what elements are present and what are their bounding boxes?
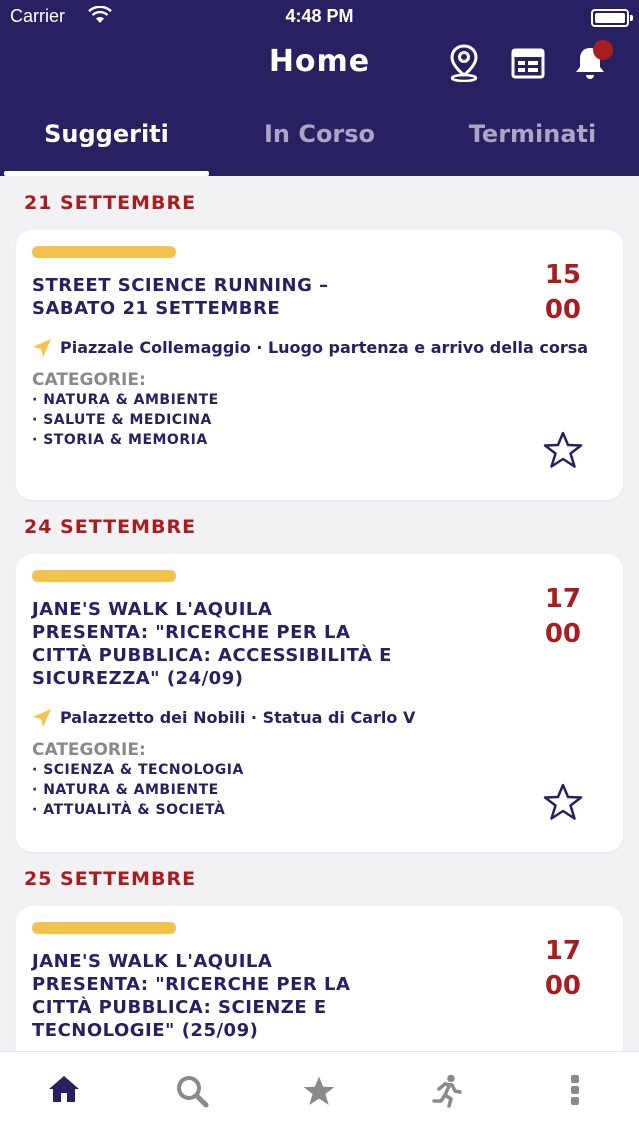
nav-running[interactable] [383,1052,511,1136]
event-title: STREET SCIENCE RUNNING – SABATO 21 SETTEMBRE [32,275,329,319]
calendar-button[interactable] [507,42,549,84]
star-icon [302,1074,336,1108]
event-time [545,582,581,652]
category-item: · NATURA & AMBIENTE [32,782,219,798]
event-time [545,258,581,328]
nav-home[interactable] [0,1052,128,1136]
highlight-bar [32,570,176,582]
battery-icon [591,9,629,27]
favorite-star-icon[interactable] [543,430,583,470]
categories-label: CATEGORIE: [32,370,146,390]
event-location [32,708,607,728]
event-minute: 00 [544,619,581,649]
nav-more[interactable] [511,1052,639,1136]
event-list [0,176,639,1052]
category-item: · NATURA & AMBIENTE [32,392,219,408]
date-header: 25 SETTEMBRE [24,868,197,890]
notification-badge [593,40,613,60]
event-hour: 15 [544,260,581,290]
event-card[interactable] [16,554,623,852]
carrier-label: Carrier [10,6,66,26]
tab-terminati[interactable]: Terminati [468,120,597,148]
calendar-icon [511,47,545,79]
more-icon [569,1074,581,1106]
status-time: 4:48 PM [285,6,354,26]
highlight-bar [32,922,176,934]
top-bar [0,0,639,176]
event-card[interactable] [16,906,623,1052]
categories-label: CATEGORIE: [32,740,146,760]
event-location [32,338,607,358]
map-pin-button[interactable] [443,42,485,84]
date-header: 24 SETTEMBRE [24,516,197,538]
category-item: · ATTUALITÀ & SOCIETÀ [32,802,226,818]
page-title: Home [268,44,371,79]
event-location-text: Palazzetto dei Nobili · Statua di Carlo V [60,708,416,727]
category-item: · SCIENZA & TECNOLOGIA [32,762,244,778]
event-title: JANE'S WALK L'AQUILA PRESENTA: "RICERCHE PER LA CITTÀ PUBBLICA: ACCESSIBILITÀ E SICUREZZA" (24/09) [32,599,392,689]
running-icon [431,1074,463,1108]
notifications-button[interactable] [569,42,611,84]
search-icon [175,1074,209,1108]
event-hour: 17 [544,584,581,614]
nav-search[interactable] [128,1052,256,1136]
event-hour: 17 [544,936,581,966]
event-card[interactable] [16,230,623,500]
status-bar [10,6,629,28]
category-item: · STORIA & MEMORIA [32,432,208,448]
event-minute: 00 [544,295,581,325]
event-title: JANE'S WALK L'AQUILA PRESENTA: "RICERCHE PER LA CITTÀ PUBBLICA: SCIENZE E TECNOLOGIE" (25/09) [32,951,351,1041]
tab-suggeriti[interactable]: Suggeriti [0,116,213,176]
highlight-bar [32,246,176,258]
home-icon [48,1074,80,1104]
tab-in-corso[interactable]: In Corso [263,120,376,148]
tab-bar [0,116,639,176]
map-pin-icon [449,44,479,82]
category-item: · SALUTE & MEDICINA [32,412,212,428]
bottom-nav [0,1051,639,1136]
date-header: 21 SETTEMBRE [24,192,197,214]
favorite-star-icon[interactable] [543,782,583,822]
event-location-text: Piazzale Collemaggio · Luogo partenza e arrivo della corsa [60,338,589,357]
nav-favorites[interactable] [256,1052,384,1136]
location-arrow-icon [32,338,52,358]
location-arrow-icon [32,708,52,728]
event-minute: 00 [544,971,581,1001]
event-time [545,934,581,1004]
